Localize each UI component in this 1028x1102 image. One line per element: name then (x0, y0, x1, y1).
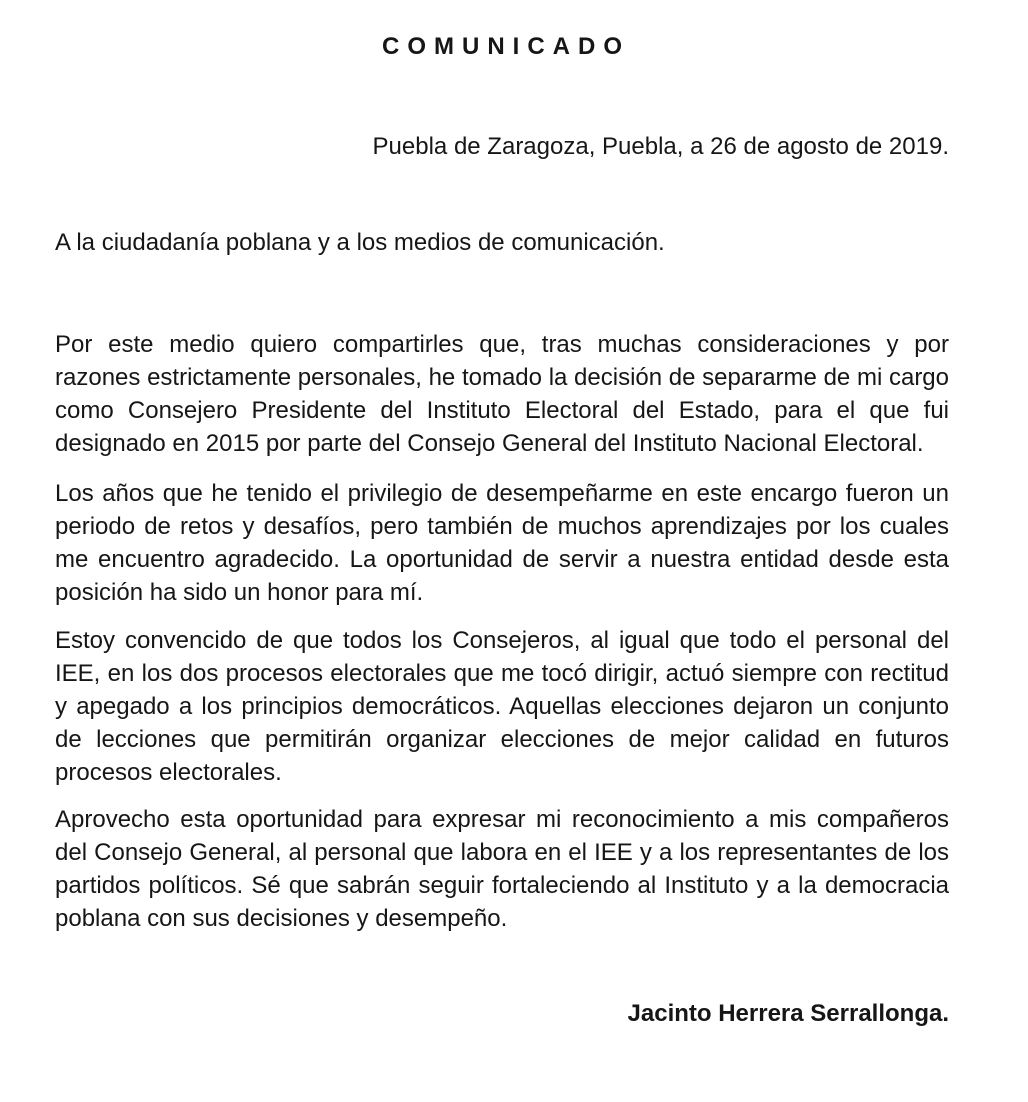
dateline: Puebla de Zaragoza, Puebla, a 26 de agosto de 2019. (372, 133, 949, 160)
paragraph-conviction: Estoy convencido de que todos los Consejeros, al igual que todo el personal del IEE, en los dos procesos electorales que me tocó dirigir, actuó siempre con rectitud y apegado a los principios democráticos. Aquellas elecciones dejaron un conjunto de lecciones que permitirán organizar elecciones de mejor calidad en futuros procesos electorales. (55, 627, 949, 786)
paragraph-resignation: Por este medio quiero compartirles que, tras muchas consideraciones y por razones estrictamente personales, he tomado la decisión de separarme de mi cargo como Consejero Presidente del Instituto Electoral del Estado, para el que fui designado en 2015 por parte del Consejo General del Instituto Nacional Electoral. (55, 331, 949, 457)
signature: Jacinto Herrera Serrallonga. (627, 1000, 949, 1027)
paragraph-acknowledgement: Aprovecho esta oportunidad para expresar mi reconocimiento a mis compañeros del Consejo General, al personal que labora en el IEE y a los representantes de los partidos políticos. Sé que sabrán seguir fortaleciendo al Instituto y a la democracia poblana con sus decisiones y desempeño. (55, 806, 949, 932)
paragraph-gratitude: Los años que he tenido el privilegio de desempeñarme en este encargo fueron un periodo de retos y desafíos, pero también de muchos aprendizajes por los cuales me encuentro agradecido. La oportunidad de servir a nuestra entidad desde esta posición ha sido un honor para mí. (55, 480, 949, 606)
document-title: COMUNICADO (382, 33, 630, 60)
salutation: A la ciudadanía poblana y a los medios de comunicación. (55, 229, 665, 256)
